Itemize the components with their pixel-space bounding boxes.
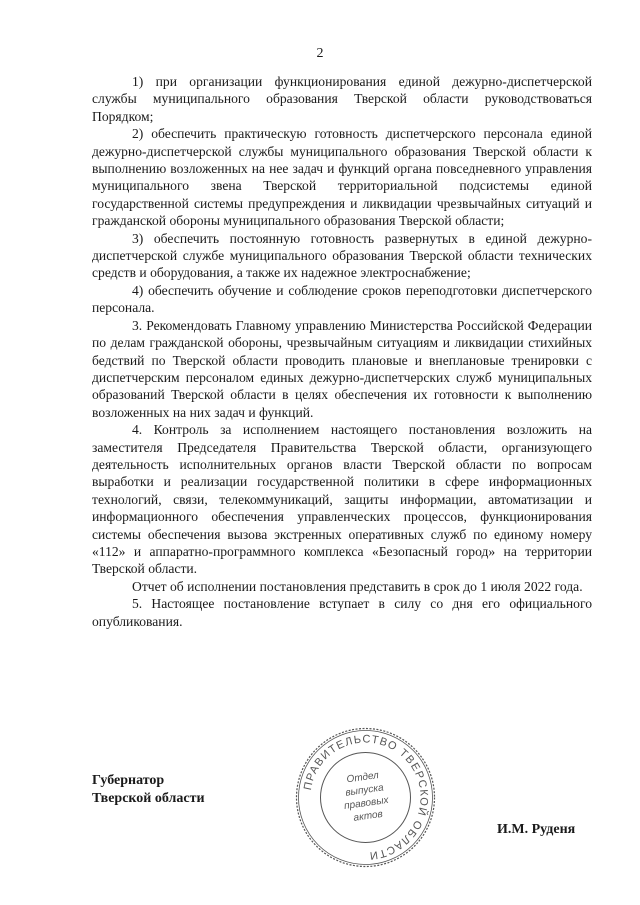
stamp-ring-text: ПРАВИТЕЛЬСТВО ТВЕРСКОЙ ОБЛАСТИ [301, 733, 430, 862]
paragraph-item-2: 2) обеспечить практическую готовность диспетчерского персонала единой дежурно-диспетчерской службы муниципального образования Тверской области к выполнению возложенных на нее задач и функций органа повседневного управления муниципального звена Тверской территориальной подсистемы единой государственной системы предупреждения и ликвидации чрезвычайных ситуаций и гражданской обороны муниципального образования Тверской области; [92, 126, 592, 229]
signatory-title-line1: Губернатор [92, 773, 165, 788]
document-body [92, 73, 592, 630]
paragraph-control: 4. Контроль за исполнением настоящего постановления возложить на заместителя Председателя Правительства Тверской области, организующего деятельность исполнительных органов власти Тверской области по вопросам выработки и реализации государственной политики в сфере информационных технологий, связи, телекоммуникаций, защиты информации, автоматизации и информационного обеспечения управленческих процессов, функционирования системы обеспечения вызова экстренных оперативных служб по единому номеру «112» и аппаратно-программного комплекса «Безопасный город» на территории Тверской области. [92, 422, 592, 577]
page-number: 2 [316, 46, 324, 61]
paragraph-item-3: 3) обеспечить постоянную готовность развернутых в единой дежурно-диспетчерской службе муниципального образования Тверской области технических средств и оборудования, а также их надежное электроснабжение; [92, 230, 592, 281]
paragraph-item-4: 4) обеспечить обучение и соблюдение сроков переподготовки диспетчерского персонала. [92, 282, 592, 316]
signatory-name: И.М. Руденя [497, 822, 576, 837]
signatory-title [92, 772, 205, 808]
paragraph-item-1: 1) при организации функционирования единой дежурно-диспетчерской службы муниципального образования Тверской области руководствоваться Порядком; [92, 74, 592, 124]
signatory-title-line2: Тверской области [92, 791, 205, 806]
stamp-center-line-3: правовых [343, 794, 390, 813]
stamp-center-line-4: актов [352, 808, 384, 824]
stamp-center-line-1: Отдел [345, 769, 380, 786]
paragraph-entry-into-force: 5. Настоящее постановление вступает в силу со дня его официального опубликования. [92, 596, 592, 629]
stamp-center-line-2: выпуска [344, 782, 385, 799]
official-stamp [293, 725, 438, 870]
paragraph-recommendation: 3. Рекомендовать Главному управлению Министерства Российской Федерации по делам гражданской обороны, чрезвычайным ситуациям и ликвидации стихийных бедствий по Тверской области проводить плановые и внеплановые тренировки с диспетчерским персоналом единых дежурно-диспетчерских служб муниципальных образований Тверской области в целях обеспечения их готовности к выполнению возложенных на них задач и функций. [92, 317, 592, 420]
paragraph-report: Отчет об исполнении постановления представить в срок до 1 июля 2022 года. [132, 578, 583, 594]
